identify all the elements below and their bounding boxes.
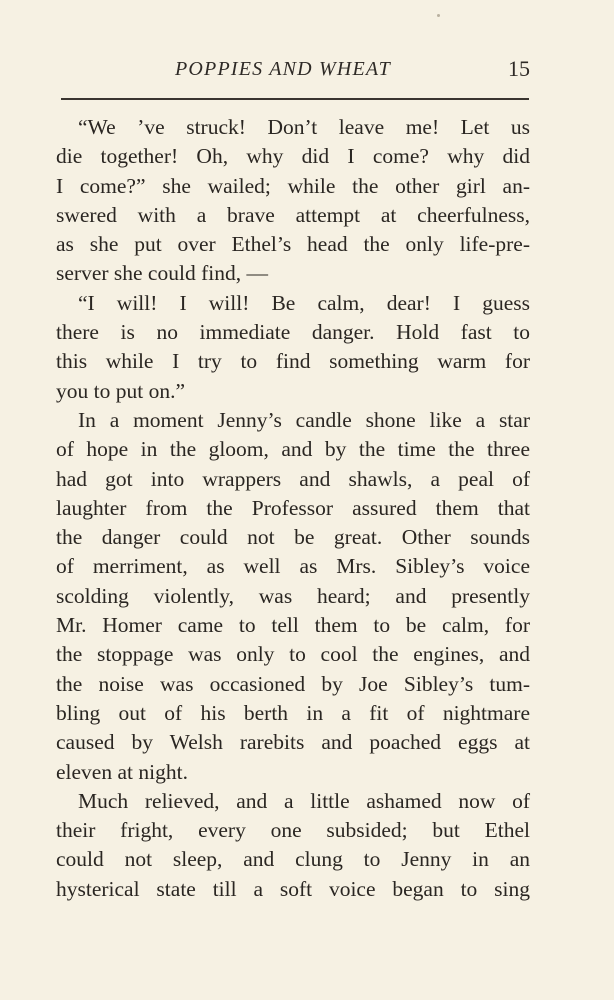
text-line: laughter from the Professor assured them that (56, 495, 530, 520)
running-header-title: POPPIES AND WHEAT (175, 58, 391, 80)
text-line: bling out of his berth in a fit of nightmare (56, 700, 530, 725)
text-line: Much relieved, and a little ashamed now of (78, 788, 530, 813)
text-line: I come?” she wailed; while the other girl an- (56, 173, 530, 198)
text-line: caused by Welsh rarebits and poached eggs at (56, 730, 530, 755)
text-line: the danger could not be great. Other sounds (56, 525, 530, 550)
page-speck (437, 14, 440, 17)
text-line: swered with a brave attempt at cheerfulness, (56, 202, 530, 227)
text-line: “I will! I will! Be calm, dear! I guess (78, 290, 530, 315)
page-number: 15 (508, 56, 530, 81)
text-line: you to put on.” (56, 378, 185, 403)
text-line: there is no immediate danger. Hold fast to (56, 320, 530, 345)
text-line: “We ’ve struck! Don’t leave me! Let us (78, 115, 530, 139)
text-line: had got into wrappers and shawls, a peal of (56, 466, 530, 491)
text-line: of hope in the gloom, and by the time the three (56, 437, 530, 462)
text-line: server she could find, — (56, 261, 268, 286)
text-line: scolding violently, was heard; and presently (56, 583, 530, 608)
body-text (56, 113, 530, 904)
text-line: of merriment, as well as Mrs. Sibley’s voice (56, 554, 530, 579)
running-header (60, 58, 530, 88)
text-line: this while I try to find something warm for (56, 349, 530, 374)
header-rule (61, 98, 529, 100)
text-line: as she put over Ethel’s head the only life-pre- (56, 232, 530, 257)
text-line: Mr. Homer came to tell them to be calm, for (56, 613, 530, 638)
text-line: could not sleep, and clung to Jenny in an (56, 847, 530, 872)
text-line: hysterical state till a soft voice began to sing (56, 876, 530, 901)
text-line: their fright, every one subsided; but Ethel (56, 818, 530, 843)
text-line: In a moment Jenny’s candle shone like a star (78, 407, 530, 432)
text-line: the stoppage was only to cool the engines, and (56, 642, 530, 667)
text-line: eleven at night. (56, 759, 188, 784)
text-line: the noise was occasioned by Joe Sibley’s tum- (56, 671, 530, 696)
text-line: die together! Oh, why did I come? why did (56, 144, 530, 169)
